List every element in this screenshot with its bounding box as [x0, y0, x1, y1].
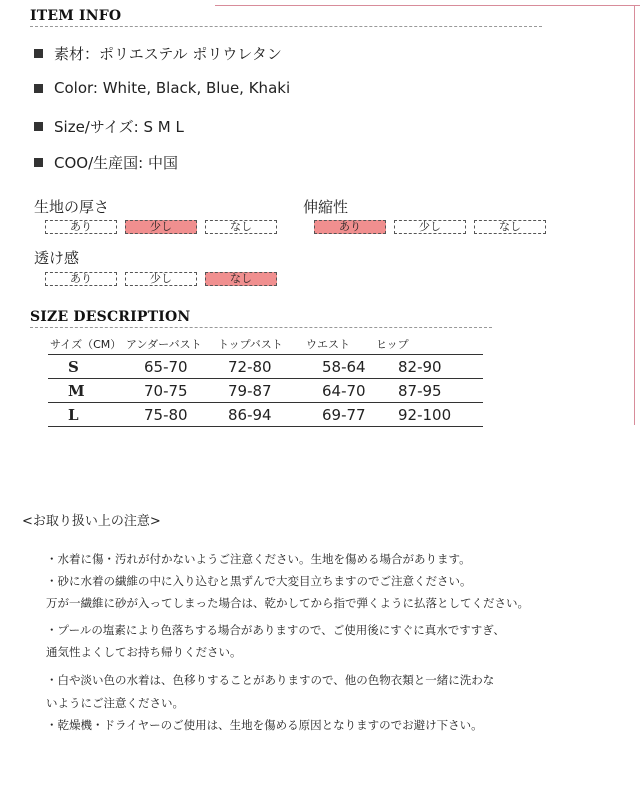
care-line: 万が一繊維に砂が入ってしまった場合は、乾かしてから指で弾くように払落としてください。 — [46, 596, 529, 610]
waist-cell: 64-70 — [322, 381, 366, 400]
size-table — [48, 336, 483, 427]
table-row — [48, 355, 483, 379]
sheerness-options — [45, 272, 277, 286]
sheerness-label: 透け感 — [34, 249, 80, 267]
spec-coo-text: COO/生産国: 中国 — [54, 154, 178, 172]
square-bullet-icon — [34, 122, 43, 131]
header-waist: ウエスト — [306, 338, 350, 351]
care-heading: <お取り扱い上の注意> — [22, 514, 161, 529]
underbust-cell: 70-75 — [144, 381, 188, 400]
corner-frame-top — [215, 5, 640, 6]
item-info-title: ITEM INFO — [30, 8, 122, 24]
header-size: サイズ（CM） — [50, 338, 122, 351]
spec-material — [34, 43, 282, 64]
hip-cell: 92-100 — [398, 405, 452, 424]
spec-coo — [34, 152, 178, 173]
spec-color-text: Color: White, Black, Blue, Khaki — [54, 79, 291, 97]
thickness-option-nashi: なし — [205, 220, 277, 234]
waist-cell: 69-77 — [322, 405, 366, 424]
size-cell: S — [68, 357, 79, 376]
spec-color — [34, 79, 290, 97]
care-line: ・砂に水着の繊維の中に入り込むと黒ずんで大変目立ちますのでご注意ください。 — [46, 574, 472, 588]
header-underbust: アンダーバスト — [126, 338, 202, 351]
thickness-options — [45, 220, 277, 234]
item-info-rule — [30, 26, 542, 27]
hip-cell: 82-90 — [398, 357, 442, 376]
sheerness-option-sukoshi: 少し — [125, 272, 197, 286]
topbust-cell: 79-87 — [228, 381, 272, 400]
underbust-cell: 75-80 — [144, 405, 188, 424]
size-table-header — [48, 336, 483, 355]
spec-material-text: 素材：ポリエステル ポリウレタン — [54, 45, 282, 63]
square-bullet-icon — [34, 84, 43, 93]
stretch-option-ari: あり — [314, 220, 386, 234]
stretch-label: 伸縮性 — [303, 198, 349, 216]
stretch-options — [314, 220, 546, 234]
corner-frame-right — [634, 5, 635, 425]
header-topbust: トップバスト — [218, 338, 283, 351]
table-row — [48, 379, 483, 403]
care-line: 通気性よくしてお持ち帰りください。 — [46, 645, 242, 659]
stretch-option-nashi: なし — [474, 220, 546, 234]
square-bullet-icon — [34, 49, 43, 58]
thickness-option-sukoshi: 少し — [125, 220, 197, 234]
underbust-cell: 65-70 — [144, 357, 188, 376]
size-description-title: SIZE DESCRIPTION — [30, 309, 191, 325]
care-line: ・水着に傷・汚れが付かないようご注意ください。生地を傷める場合があります。 — [46, 552, 471, 566]
topbust-cell: 86-94 — [228, 405, 272, 424]
size-description-rule — [30, 327, 492, 328]
care-line: いようにご注意ください。 — [46, 696, 184, 710]
care-line: ・プールの塩素により色落ちする場合がありますので、ご使用後にすぐに真水ですすぎ、 — [46, 623, 505, 637]
care-line: ・白や淡い色の水着は、色移りすることがありますので、他の色物衣類と一緒に洗わな — [46, 673, 495, 687]
topbust-cell: 72-80 — [228, 357, 272, 376]
size-cell: L — [68, 405, 79, 424]
hip-cell: 87-95 — [398, 381, 442, 400]
care-line: ・乾燥機・ドライヤーのご使用は、生地を傷める原因となりますのでお避け下さい。 — [46, 718, 483, 732]
table-row — [48, 403, 483, 427]
stretch-option-sukoshi: 少し — [394, 220, 466, 234]
thickness-option-ari: あり — [45, 220, 117, 234]
waist-cell: 58-64 — [322, 357, 366, 376]
sheerness-option-ari: あり — [45, 272, 117, 286]
size-cell: M — [68, 381, 85, 400]
header-hip: ヒップ — [376, 338, 409, 351]
spec-size — [34, 116, 184, 137]
sheerness-option-nashi: なし — [205, 272, 277, 286]
thickness-label: 生地の厚さ — [34, 198, 110, 216]
spec-size-text: Size/サイズ: S M L — [54, 118, 184, 136]
square-bullet-icon — [34, 158, 43, 167]
